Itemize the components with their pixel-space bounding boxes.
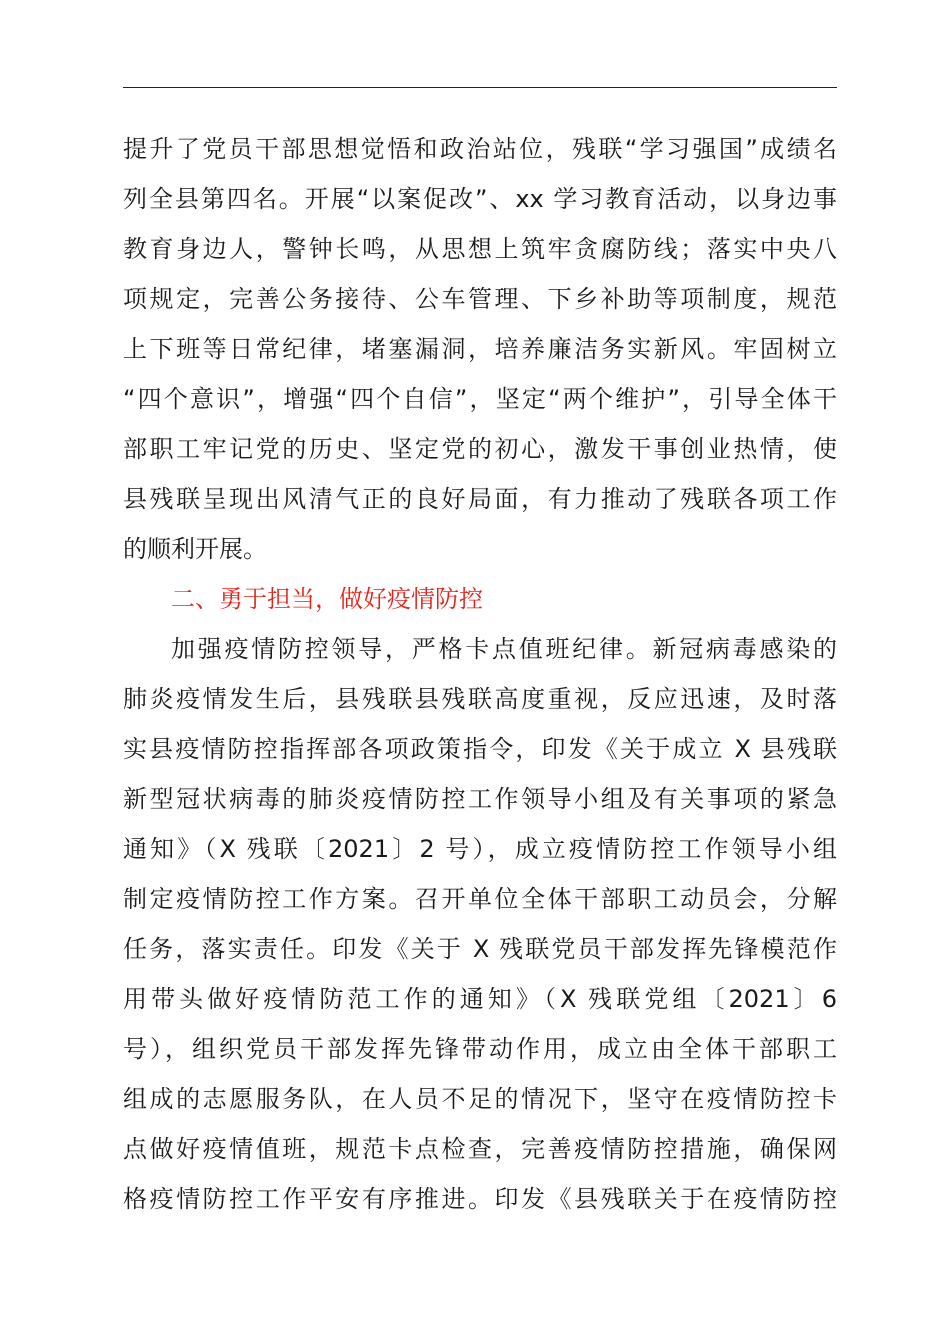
- paragraph-line: 的顺利开展。: [123, 535, 267, 563]
- paragraph-line: 点做好疫情值班，规范卡点检查，完善疫情防控措施，确保网: [123, 1135, 837, 1163]
- header-rule: [123, 87, 837, 88]
- section-heading: 二、勇于担当，做好疫情防控: [171, 585, 483, 613]
- paragraph-line: 教育身边人，警钟长鸣，从思想上筑牢贪腐防线；落实中央八: [123, 235, 837, 263]
- paragraph-line: 县残联呈现出风清气正的良好局面，有力推动了残联各项工作: [123, 485, 837, 513]
- paragraph-line: “四个意识”，增强“四个自信”，坚定“两个维护”，引导全体干: [123, 385, 837, 413]
- paragraph-line: 列全县第四名。开展“以案促改”、xx 学习教育活动，以身边事: [123, 185, 837, 213]
- paragraph-line: 任务，落实责任。印发《关于 X 残联党员干部发挥先锋模范作: [123, 935, 837, 963]
- document-body: [123, 124, 837, 1224]
- paragraph-line: 肺炎疫情发生后，县残联县残联高度重视，反应迅速，及时落: [123, 685, 837, 713]
- paragraph-line: 部职工牢记党的历史、坚定党的初心，激发干事创业热情，使: [123, 435, 837, 463]
- paragraph-line: 格疫情防控工作平安有序推进。印发《县残联关于在疫情防控: [123, 1185, 837, 1213]
- paragraph-line: 组成的志愿服务队，在人员不足的情况下，坚守在疫情防控卡: [123, 1085, 837, 1113]
- paragraph-line: 提升了党员干部思想觉悟和政治站位，残联“学习强国”成绩名: [123, 135, 837, 163]
- paragraph-line: 上下班等日常纪律，堵塞漏洞，培养廉洁务实新风。牢固树立: [123, 335, 837, 363]
- paragraph-line: 制定疫情防控工作方案。召开单位全体干部职工动员会，分解: [123, 885, 837, 913]
- paragraph-line: 通知》（X 残联〔2021〕2 号），成立疫情防控工作领导小组: [123, 835, 837, 863]
- paragraph-line: 加强疫情防控领导，严格卡点值班纪律。新冠病毒感染的: [171, 635, 837, 663]
- paragraph-line: 项规定，完善公务接待、公车管理、下乡补助等项制度，规范: [123, 285, 837, 313]
- paragraph-line: 实县疫情防控指挥部各项政策指令，印发《关于成立 X 县残联: [123, 735, 837, 763]
- paragraph-line: 用带头做好疫情防范工作的通知》（X 残联党组〔2021〕6: [123, 985, 837, 1013]
- paragraph-line: 新型冠状病毒的肺炎疫情防控工作领导小组及有关事项的紧急: [123, 785, 837, 813]
- paragraph-line: 号），组织党员干部发挥先锋带动作用，成立由全体干部职工: [123, 1035, 837, 1063]
